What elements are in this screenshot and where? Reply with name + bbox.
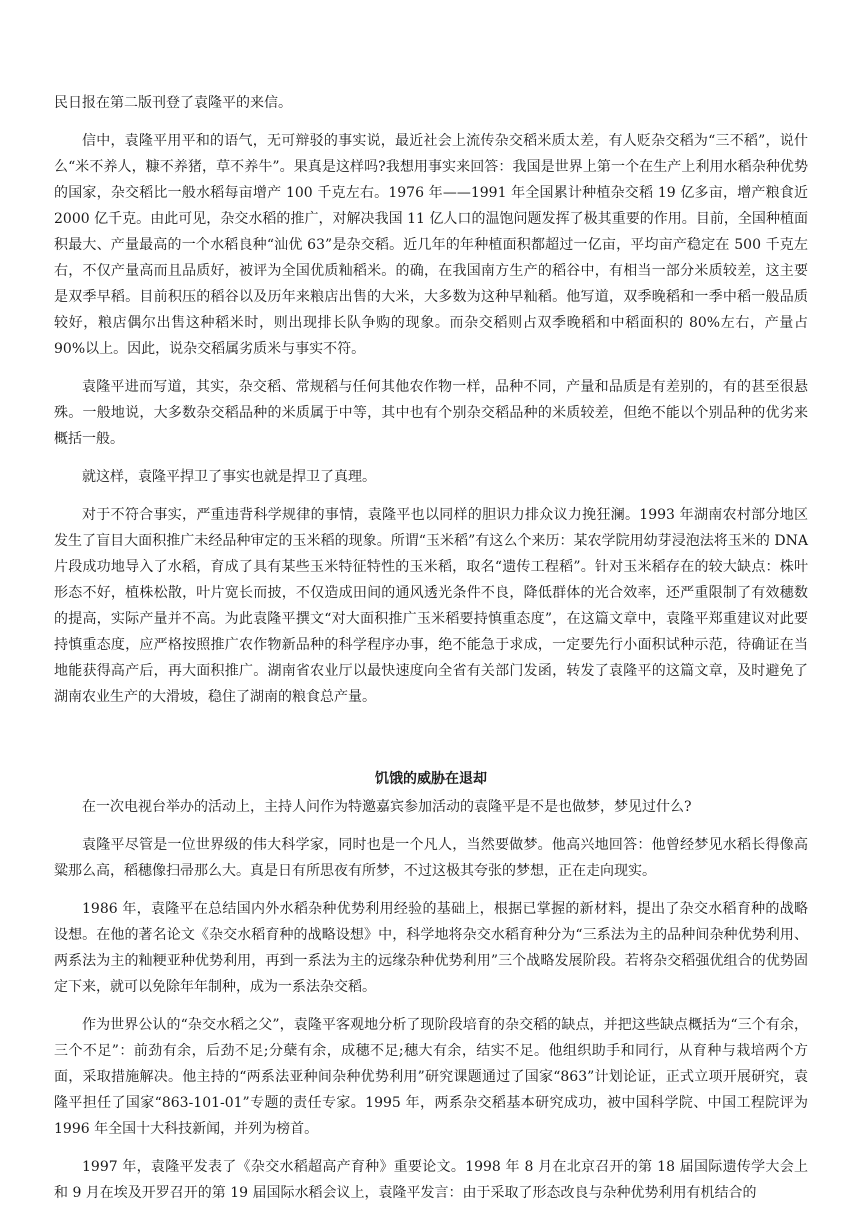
paragraph-defended-truth: 就这样，袁隆平捍卫了事实也就是捍卫了真理。 bbox=[82, 469, 376, 485]
paragraph-father-of-hybrid-rice: 作为世界公认的“杂交水稻之父”，袁隆平客观地分析了现阶段培育的杂交稻的缺点，并把这些缺点概括为“三个有余，三个不足”：前劲有余，后劲不足;分蘖有余，成穗不足;穗大有余，结实不足。他组织助手和同行，从育种与栽培两个方面，采取措施解决。他主持的“两系法亚种间杂种优势利用”研究课题通过了国家“863”计划论证，正式立项开展研究，袁隆平担任了国家“863-101-01”专题的责任专家。1995 年，两系杂交稻基本研究成功，被中国科学院、中国工程院评为 1996 年全国十大科技新闻，并列为榜首。 bbox=[54, 1017, 808, 1137]
paragraph-tv-question: 在一次电视台举办的活动上，主持人问作为特邀嘉宾参加活动的袁隆平是不是也做梦，梦见过什么? bbox=[82, 799, 692, 815]
paragraph-strategy-1986: 1986 年，袁隆平在总结国内外水稻杂种优势利用经验的基础上，根据已掌握的新材料，提出了杂交水稻育种的战略设想。在他的著名论文《杂交水稻育种的战略设想》中，科学地将杂交水稻育种分为“三系法为主的品种间杂种优势利用、两系法为主的籼粳亚种优势利用，再到一系法为主的远缘杂种优势利用”三个战略发展阶段。若将杂交稻强优组合的优势固定下来，就可以免除年年制种，成为一系法杂交稻。 bbox=[54, 901, 808, 995]
section-hunger bbox=[54, 768, 808, 1206]
document-page bbox=[54, 90, 808, 1206]
paragraph-super-high-yield: 1997 年，袁隆平发表了《杂交水稻超高产育种》重要论文。1998 年 8 月在北京召开的第 18 届国际遗传学大会上和 9 月在埃及开罗召开的第 19 届国际水稻会议上，袁隆平发言：由于采取了形态改良与杂种优势利用有机结合的 bbox=[54, 1159, 808, 1201]
paragraph-letter-content: 信中，袁隆平用平和的语气，无可辩驳的事实说，最近社会上流传杂交稻米质太差，有人贬杂交稻为“三不稻”，说什么“米不养人，糠不养猪，草不养牛”。果真是这样吗?我想用事实来回答：我国是世界上第一个在生产上利用水稻杂种优势的国家，杂交稻比一般水稻每亩增产 100 千克左右。1976 年——1991 年全国累计种植杂交稻 19 亿多亩，增产粮食近 2000 亿千克。由此可见，杂交水稻的推广，对解决我国 11 亿人口的温饱问题发挥了极其重要的作用。目前，全国种植面积最大、产量最高的一个水稻良种“汕优 63”是杂交稻。近几年的年种植面积都超过一亿亩，平均亩产稳定在 500 千克左右，不仅产量高而且品质好，被评为全国优质籼稻米。的确，在我国南方生产的稻谷中，有相当一部分米质较差，这主要是双季早稻。目前积压的稻谷以及历年来粮店出售的大米，大多数为这种早籼稻。他写道，双季晚稻和一季中稻一般品质较好，粮店偶尔出售这种稻米时，则出现排长队争购的现象。而杂交稻则占双季晚稻和中稻面积的 80%左右，产量占 90%以上。因此，说杂交稻属劣质米与事实不符。 bbox=[54, 133, 808, 357]
paragraph-continuation: 民日报在第二版刊登了袁隆平的来信。 bbox=[54, 95, 292, 111]
paragraph-corn-rice: 对于不符合事实，严重违背科学规律的事情，袁隆平也以同样的胆识力排众议力挽狂澜。1993 年湖南农村部分地区发生了盲目大面积推广未经品种审定的玉米稻的现象。所谓“玉米稻”有这么个来历：某农学院用幼芽浸泡法将玉米的 DNA 片段成功地导入了水稻，育成了具有某些玉米特征特性的玉米稻，取名“遗传工程稻”。针对玉米稻存在的较大缺点：株叶形态不好，植株松散，叶片宽长而披，不仅造成田间的通风透光条件不良，降低群体的光合效率，还严重限制了有效穗数的提高，实际产量并不高。为此袁隆平撰文“对大面积推广玉米稻要持慎重态度”，在这篇文章中，袁隆平郑重建议对此要持慎重态度，应严格按照推广农作物新品种的科学程序办事，绝不能急于求成，一定要先行小面积试种示范，待确证在当地能获得高产后，再大面积推广。湖南省农业厅以最快速度向全省有关部门发函，转发了袁隆平的这篇文章，及时避免了湖南农业生产的大滑坡，稳住了湖南的粮食总产量。 bbox=[54, 507, 808, 705]
paragraph-quality-difference: 袁隆平进而写道，其实，杂交稻、常规稻与任何其他农作物一样，品种不同，产量和品质是有差别的，有的甚至很悬殊。一般地说，大多数杂交稻品种的米质属于中等，其中也有个别杂交稻品种的米质较差，但绝不能以个别品种的优劣来概括一般。 bbox=[54, 379, 808, 447]
section-title: 饥饿的威胁在退却 bbox=[375, 771, 487, 787]
paragraph-dream: 袁隆平尽管是一位世界级的伟大科学家，同时也是一个凡人，当然要做梦。他高兴地回答：他曾经梦见水稻长得像高粱那么高，稻穗像扫帚那么大。真是日有所思夜有所梦，不过这极其夸张的梦想，正在走向现实。 bbox=[54, 837, 808, 879]
section-letter bbox=[54, 90, 808, 710]
